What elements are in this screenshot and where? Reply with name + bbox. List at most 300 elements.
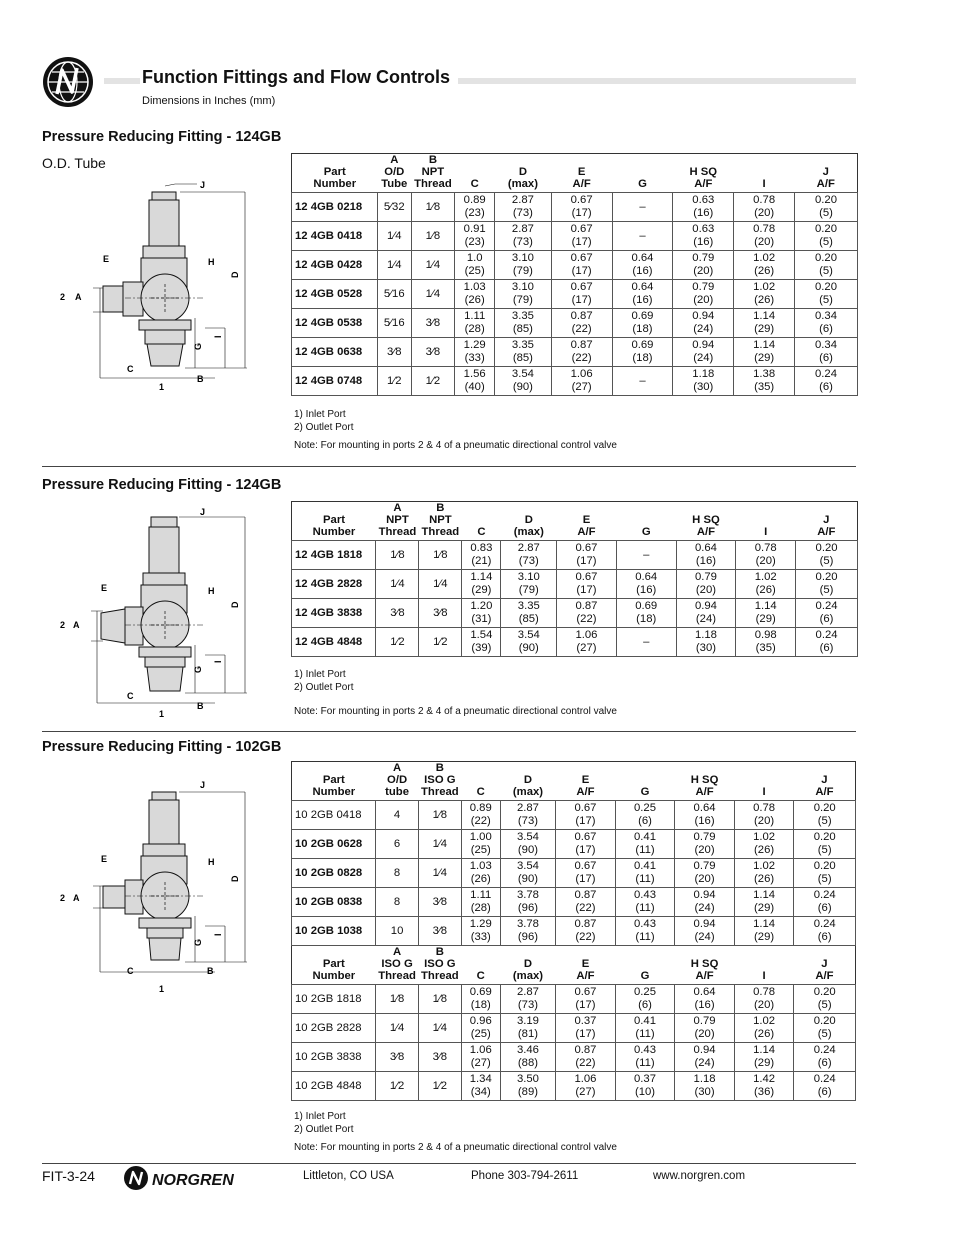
svg-text:E: E bbox=[101, 583, 108, 593]
thread-cell: 8 bbox=[376, 888, 419, 917]
header-cell-text: C bbox=[476, 786, 485, 798]
table-row bbox=[292, 193, 858, 222]
header-cell-text: Number bbox=[313, 178, 357, 190]
dimension-cell: 0.20 (5) bbox=[794, 801, 856, 830]
dimension-cell: 1.34 (34) bbox=[461, 1072, 500, 1101]
dimension-cell: 0.87 (22) bbox=[556, 888, 616, 917]
table-row bbox=[292, 599, 858, 628]
section-title-102gb: Pressure Reducing Fitting - 102GB bbox=[42, 739, 282, 755]
label-i: I bbox=[213, 335, 223, 338]
header-cell-text: Part bbox=[323, 166, 346, 178]
dimension-cell: 1.14 (29) bbox=[734, 1043, 794, 1072]
thread-cell: 1⁄4 bbox=[418, 859, 461, 888]
svg-text:1: 1 bbox=[159, 984, 165, 994]
dimension-cell: 0.25 (6) bbox=[615, 801, 675, 830]
svg-text:A: A bbox=[73, 893, 80, 903]
table-row bbox=[292, 628, 858, 657]
dimension-cell: 0.94 (24) bbox=[675, 888, 735, 917]
footnotes-2: 1) Inlet Port 2) Outlet Port bbox=[294, 669, 354, 693]
header-cell-text: A bbox=[392, 762, 402, 774]
thread-cell: 1⁄2 bbox=[376, 628, 419, 657]
dimension-cell: 1.38 (35) bbox=[734, 367, 795, 396]
dimension-cell: 0.64 (16) bbox=[675, 985, 735, 1014]
table-row bbox=[292, 985, 856, 1014]
thread-cell: 3⁄8 bbox=[418, 917, 461, 946]
dimension-cell: 0.69 (18) bbox=[612, 338, 673, 367]
thread-cell: 3⁄8 bbox=[418, 1043, 461, 1072]
thread-cell: 1⁄2 bbox=[418, 1072, 461, 1101]
dimension-cell: 1.11 (28) bbox=[455, 309, 495, 338]
part-number-cell: 12 4GB 0528 bbox=[292, 280, 378, 309]
dimension-cell: 0.94 (24) bbox=[675, 1043, 735, 1072]
header-cell-text: G bbox=[640, 786, 650, 798]
header-cell-text: Thread bbox=[421, 526, 460, 538]
header-cell-text: A/F bbox=[576, 970, 595, 982]
table-row bbox=[292, 859, 856, 888]
svg-text:I: I bbox=[213, 660, 223, 663]
dimension-cell: 1.11 (28) bbox=[461, 888, 500, 917]
header-cell-text: NPT bbox=[386, 514, 409, 526]
table-row bbox=[292, 1072, 856, 1101]
dimension-cell: 3.54 (90) bbox=[500, 859, 555, 888]
thread-cell: 1⁄8 bbox=[418, 985, 461, 1014]
spec-table-102gb bbox=[291, 761, 856, 1101]
header-cell-text: I bbox=[764, 526, 768, 538]
dimension-cell: 1.18 (30) bbox=[675, 1072, 735, 1101]
label-c: C bbox=[127, 364, 134, 374]
thread-cell: 3⁄8 bbox=[376, 599, 419, 628]
dimension-cell: 0.67 (17) bbox=[551, 193, 612, 222]
header-cell-text: Thread bbox=[421, 786, 459, 798]
header-cell-text: (max) bbox=[512, 786, 544, 798]
fitting-diagram-3 bbox=[55, 776, 255, 994]
dimension-cell: 0.20 (5) bbox=[794, 985, 856, 1014]
dimension-cell: 1.18 (30) bbox=[676, 628, 736, 657]
dimension-cell: 0.87 (22) bbox=[551, 338, 612, 367]
dimension-cell: 0.67 (17) bbox=[556, 859, 616, 888]
svg-text:D: D bbox=[230, 875, 240, 882]
dimension-cell: 0.37 (17) bbox=[556, 1014, 616, 1043]
dimension-cell: 1.14 (29) bbox=[734, 338, 795, 367]
header-cell-text: E bbox=[581, 774, 590, 786]
thread-cell: 1⁄4 bbox=[411, 280, 455, 309]
header-cell-text: A bbox=[392, 946, 402, 958]
dimension-cell: 3.10 (79) bbox=[501, 570, 557, 599]
page-subtitle: Dimensions in Inches (mm) bbox=[142, 95, 276, 107]
dimension-cell: 0.34 (6) bbox=[795, 309, 858, 338]
header-cell-text: A/F bbox=[694, 178, 713, 190]
dimension-cell: 0.67 (17) bbox=[557, 570, 617, 599]
part-number-cell: 10 2GB 2828 bbox=[292, 1014, 376, 1043]
dimension-cell: 0.24 (6) bbox=[796, 599, 858, 628]
thread-cell: 1⁄4 bbox=[378, 222, 412, 251]
dimension-cell: 0.79 (20) bbox=[676, 570, 736, 599]
header-cell-text: A/F bbox=[815, 970, 834, 982]
svg-text:E: E bbox=[101, 854, 108, 864]
header-cell-text: Part bbox=[322, 774, 345, 786]
header-cell-text: B bbox=[435, 762, 444, 774]
table-row bbox=[292, 570, 858, 599]
thread-cell: 1⁄4 bbox=[376, 570, 419, 599]
header-cell-text: J bbox=[821, 774, 828, 786]
header-cell-text: Part bbox=[322, 958, 345, 970]
header-cell-text: H SQ bbox=[690, 958, 719, 970]
dimension-cell: 1.0 (25) bbox=[455, 251, 495, 280]
dimension-cell: 0.69 (18) bbox=[616, 599, 676, 628]
dimension-cell: 0.64 (16) bbox=[675, 801, 735, 830]
page-title: Function Fittings and Flow Controls bbox=[140, 67, 458, 88]
dimension-cell: 1.02 (26) bbox=[734, 830, 794, 859]
header-cell-text: G bbox=[638, 178, 647, 190]
dimension-cell: 3.10 (79) bbox=[495, 251, 552, 280]
dimension-cell: 0.25 (6) bbox=[615, 985, 675, 1014]
table-row bbox=[292, 338, 858, 367]
dimension-cell: 0.67 (17) bbox=[556, 830, 616, 859]
thread-cell: 5⁄16 bbox=[378, 309, 412, 338]
header-cell-text: I bbox=[762, 970, 766, 982]
part-number-cell: 12 4GB 4848 bbox=[292, 628, 376, 657]
footer-location: Littleton, CO USA bbox=[303, 1170, 394, 1182]
norgren-logo bbox=[122, 1164, 262, 1192]
thread-cell: 5⁄16 bbox=[378, 280, 412, 309]
table-row bbox=[292, 917, 856, 946]
dimension-cell: 0.87 (22) bbox=[556, 1043, 616, 1072]
dimension-cell: 3.78 (96) bbox=[500, 917, 555, 946]
part-number-cell: 12 4GB 0748 bbox=[292, 367, 378, 396]
dimension-cell: 0.37 (10) bbox=[615, 1072, 675, 1101]
dimension-cell: 0.43 (11) bbox=[615, 888, 675, 917]
dimension-cell: 0.89 (22) bbox=[461, 801, 500, 830]
dimension-cell: 0.94 (24) bbox=[673, 309, 734, 338]
fitting-diagram-2 bbox=[55, 505, 255, 719]
header-cell-text: Thread bbox=[414, 178, 452, 190]
svg-text:1: 1 bbox=[159, 709, 165, 719]
section-title-124gb-od: Pressure Reducing Fitting - 124GB bbox=[42, 129, 282, 145]
dimension-cell: 1.06 (27) bbox=[557, 628, 617, 657]
label-b: B bbox=[197, 374, 204, 384]
footer-phone: Phone 303-794-2611 bbox=[471, 1170, 579, 1182]
dimension-cell: 1.29 (33) bbox=[455, 338, 495, 367]
part-number-cell: 12 4GB 0428 bbox=[292, 251, 378, 280]
svg-text:I: I bbox=[213, 933, 223, 936]
dimension-cell: 2.87 (73) bbox=[501, 541, 557, 570]
header-cell-text: A/F bbox=[576, 786, 595, 798]
dimension-cell: 3.50 (89) bbox=[500, 1072, 555, 1101]
header-cell-text: Part bbox=[323, 514, 345, 526]
dimension-cell: 0.64 (16) bbox=[612, 251, 673, 280]
table-row bbox=[292, 309, 858, 338]
header-cell-text: Tube bbox=[381, 178, 408, 190]
header-cell-text: D bbox=[523, 958, 533, 970]
dimension-cell: 0.79 (20) bbox=[673, 251, 734, 280]
header-cell-text: (max) bbox=[512, 970, 544, 982]
dimension-cell: 1.03 (26) bbox=[455, 280, 495, 309]
svg-text:C: C bbox=[127, 691, 134, 701]
thread-cell: 1⁄8 bbox=[411, 193, 455, 222]
dimension-cell: 0.69 (18) bbox=[612, 309, 673, 338]
header-cell-text: C bbox=[470, 178, 479, 190]
thread-cell: 1⁄4 bbox=[376, 1014, 419, 1043]
dimension-cell: 3.54 (90) bbox=[501, 628, 557, 657]
dimension-cell: 1.02 (26) bbox=[734, 280, 795, 309]
table-row bbox=[292, 222, 858, 251]
part-number-cell: 10 2GB 1818 bbox=[292, 985, 376, 1014]
dimension-cell: 0.41 (11) bbox=[615, 859, 675, 888]
header-cell-text: Number bbox=[312, 970, 356, 982]
dimension-cell: 1.42 (36) bbox=[734, 1072, 794, 1101]
footnotes-3: 1) Inlet Port 2) Outlet Port bbox=[294, 1111, 354, 1135]
label-g: G bbox=[193, 342, 203, 350]
dimension-cell: 0.24 (6) bbox=[794, 917, 856, 946]
header-cell-text: O/D bbox=[387, 774, 408, 786]
header-cell-text: A bbox=[393, 502, 402, 514]
svg-text:J: J bbox=[200, 507, 206, 517]
part-number-cell: 10 2GB 0418 bbox=[292, 801, 376, 830]
dimension-cell: 0.24 (6) bbox=[794, 1043, 856, 1072]
header-cell-text: D bbox=[518, 166, 527, 178]
part-number-cell: 10 2GB 0838 bbox=[292, 888, 376, 917]
svg-text:2: 2 bbox=[60, 620, 66, 630]
header-cell-text: B bbox=[436, 502, 445, 514]
dimension-cell: 1.02 (26) bbox=[734, 251, 795, 280]
svg-text:C: C bbox=[127, 966, 134, 976]
page-number: FIT-3-24 bbox=[42, 1168, 95, 1184]
dimension-cell: 0.20 (5) bbox=[794, 830, 856, 859]
label-2: 2 bbox=[60, 292, 66, 302]
header-cell-text: Thread bbox=[421, 970, 459, 982]
dimension-cell: 3.46 (88) bbox=[500, 1043, 555, 1072]
header-cell-text: D bbox=[524, 514, 533, 526]
header-cell-text: A/F bbox=[695, 786, 714, 798]
header-cell-text: A/F bbox=[696, 526, 716, 538]
dimension-cell: 0.94 (24) bbox=[675, 917, 735, 946]
dimension-cell: 0.94 (24) bbox=[676, 599, 736, 628]
table-row bbox=[292, 830, 856, 859]
header-cell-text: B bbox=[428, 154, 437, 166]
thread-cell: 8 bbox=[376, 859, 419, 888]
dimension-cell: 1.14 (29) bbox=[736, 599, 796, 628]
header-cell-text: A/F bbox=[572, 178, 591, 190]
part-number-cell: 12 4GB 2828 bbox=[292, 570, 376, 599]
dimension-cell: 0.69 (18) bbox=[461, 985, 500, 1014]
header-cell-text: A/F bbox=[817, 526, 836, 538]
header-cell-text: tube bbox=[385, 786, 409, 798]
dimension-cell: 1.14 (29) bbox=[734, 309, 795, 338]
thread-cell: 1⁄4 bbox=[418, 830, 461, 859]
thread-cell: 1⁄4 bbox=[418, 1014, 461, 1043]
dimension-cell: 0.20 (5) bbox=[794, 859, 856, 888]
thread-cell: 1⁄8 bbox=[418, 801, 461, 830]
spec-table-124gb-od bbox=[291, 153, 858, 396]
dimension-cell: 3.35 (85) bbox=[495, 338, 552, 367]
thread-cell: 5⁄32 bbox=[378, 193, 412, 222]
mounting-note-1: Note: For mounting in ports 2 & 4 of a pneumatic directional control valve bbox=[294, 440, 617, 451]
dimension-cell: 1.06 (27) bbox=[551, 367, 612, 396]
dimension-cell: 0.63 (16) bbox=[673, 193, 734, 222]
dimension-cell: 0.83 (21) bbox=[462, 541, 501, 570]
dimension-cell: 0.43 (11) bbox=[615, 1043, 675, 1072]
dimension-cell: 1.00 (25) bbox=[461, 830, 500, 859]
table-header bbox=[292, 762, 856, 801]
header-cell-text: I bbox=[762, 786, 766, 798]
table-row bbox=[292, 1014, 856, 1043]
thread-cell: 1⁄8 bbox=[376, 985, 419, 1014]
dimension-cell: 0.20 (5) bbox=[796, 541, 858, 570]
table-row bbox=[292, 888, 856, 917]
dimension-cell: 3.10 (79) bbox=[495, 280, 552, 309]
table-row bbox=[292, 801, 856, 830]
table-header bbox=[292, 502, 858, 541]
thread-cell: 1⁄4 bbox=[419, 570, 462, 599]
dimension-cell: 1.29 (33) bbox=[461, 917, 500, 946]
header-cell-text: A/F bbox=[695, 970, 714, 982]
dimension-cell: 0.41 (11) bbox=[615, 830, 675, 859]
header-cell-text: J bbox=[823, 514, 830, 526]
dimension-cell: 0.67 (17) bbox=[557, 541, 617, 570]
table-row bbox=[292, 280, 858, 309]
dimension-cell: 0.24 (6) bbox=[796, 628, 858, 657]
dimension-cell: 0.79 (20) bbox=[673, 280, 734, 309]
header-cell-text: A/F bbox=[816, 178, 835, 190]
mounting-note-2: Note: For mounting in ports 2 & 4 of a pneumatic directional control valve bbox=[294, 706, 617, 717]
dimension-cell: 0.78 (20) bbox=[734, 985, 794, 1014]
dimension-cell: 3.78 (96) bbox=[500, 888, 555, 917]
header-cell-text: Number bbox=[312, 786, 356, 798]
dimension-cell: 0.78 (20) bbox=[734, 222, 795, 251]
dimension-cell: 1.03 (26) bbox=[461, 859, 500, 888]
thread-cell: 3⁄8 bbox=[418, 888, 461, 917]
part-number-cell: 12 4GB 3838 bbox=[292, 599, 376, 628]
thread-cell: 3⁄8 bbox=[378, 338, 412, 367]
dimension-cell: – bbox=[616, 628, 676, 657]
dimension-cell: 1.14 (29) bbox=[734, 888, 794, 917]
header-cell-text: E bbox=[581, 958, 590, 970]
section-divider-1 bbox=[42, 466, 856, 467]
dimension-cell: 0.64 (16) bbox=[612, 280, 673, 309]
dimension-cell: 1.06 (27) bbox=[556, 1072, 616, 1101]
header-cell-text: B bbox=[435, 946, 444, 958]
table-header bbox=[292, 154, 858, 193]
dimension-cell: 0.78 (20) bbox=[734, 801, 794, 830]
dimension-cell: 0.64 (16) bbox=[676, 541, 736, 570]
dimension-cell: 1.20 (31) bbox=[462, 599, 501, 628]
footer-website[interactable]: www.norgren.com bbox=[653, 1170, 746, 1182]
dimension-cell: 0.87 (22) bbox=[557, 599, 617, 628]
thread-cell: 4 bbox=[376, 801, 419, 830]
dimension-cell: – bbox=[612, 367, 673, 396]
header-cell-text: H SQ bbox=[689, 166, 718, 178]
header-cell-text: D bbox=[523, 774, 533, 786]
dimension-cell: 0.89 (23) bbox=[455, 193, 495, 222]
section-title-124gb-npt: Pressure Reducing Fitting - 124GB bbox=[42, 477, 282, 493]
brand-wordmark: NORGREN bbox=[152, 1172, 234, 1189]
dimension-cell: 0.78 (20) bbox=[736, 541, 796, 570]
dimension-cell: 0.96 (25) bbox=[461, 1014, 500, 1043]
norgren-globe-logo bbox=[42, 56, 94, 108]
label-a: A bbox=[75, 292, 82, 302]
od-tube-label: O.D. Tube bbox=[42, 155, 106, 171]
dimension-cell: 0.34 (6) bbox=[795, 338, 858, 367]
thread-cell: 3⁄8 bbox=[411, 338, 455, 367]
label-h: H bbox=[208, 257, 215, 267]
header-cell-text: O/D bbox=[384, 166, 405, 178]
header-cell-text: Thread bbox=[378, 970, 416, 982]
dimension-cell: 2.87 (73) bbox=[495, 222, 552, 251]
dimension-cell: 0.20 (5) bbox=[794, 1014, 856, 1043]
header-cell-text: NPT bbox=[429, 514, 452, 526]
header-cell-text: ISO G bbox=[424, 958, 456, 970]
part-number-cell: 10 2GB 0828 bbox=[292, 859, 376, 888]
header-cell-text: (max) bbox=[513, 526, 544, 538]
dimension-cell: 1.18 (30) bbox=[673, 367, 734, 396]
header-cell-text: I bbox=[762, 178, 766, 190]
label-d: D bbox=[230, 271, 240, 278]
part-number-cell: 12 4GB 0638 bbox=[292, 338, 378, 367]
svg-text:H: H bbox=[208, 586, 215, 596]
header-cell-text: Thread bbox=[378, 526, 417, 538]
dimension-cell: 0.20 (5) bbox=[796, 570, 858, 599]
dimension-cell: 0.20 (5) bbox=[795, 251, 858, 280]
dimension-cell: 2.87 (73) bbox=[500, 985, 555, 1014]
table-header bbox=[292, 946, 856, 985]
header-cell-text: (max) bbox=[507, 178, 538, 190]
label-j: J bbox=[200, 180, 206, 190]
svg-text:B: B bbox=[207, 966, 214, 976]
mounting-note-3: Note: For mounting in ports 2 & 4 of a pneumatic directional control valve bbox=[294, 1142, 617, 1153]
dimension-cell: 0.67 (17) bbox=[551, 280, 612, 309]
thread-cell: 1⁄2 bbox=[376, 1072, 419, 1101]
svg-text:2: 2 bbox=[60, 893, 66, 903]
dimension-cell: 0.67 (17) bbox=[551, 251, 612, 280]
dimension-cell: 1.02 (26) bbox=[734, 859, 794, 888]
dimension-cell: 0.67 (17) bbox=[551, 222, 612, 251]
dimension-cell: 3.19 (81) bbox=[500, 1014, 555, 1043]
header-cell-text: C bbox=[476, 970, 485, 982]
dimension-cell: 1.56 (40) bbox=[455, 367, 495, 396]
thread-cell: 1⁄4 bbox=[378, 251, 412, 280]
fitting-diagram-1 bbox=[55, 178, 255, 392]
dimension-cell: 0.79 (20) bbox=[675, 859, 735, 888]
dimension-cell: 3.54 (90) bbox=[500, 830, 555, 859]
dimension-cell: 1.14 (29) bbox=[462, 570, 501, 599]
dimension-cell: 3.35 (85) bbox=[501, 599, 557, 628]
header-cell-text: J bbox=[822, 166, 829, 178]
part-number-cell: 10 2GB 3838 bbox=[292, 1043, 376, 1072]
svg-text:G: G bbox=[193, 938, 203, 946]
part-number-cell: 12 4GB 0418 bbox=[292, 222, 378, 251]
dimension-cell: 0.20 (5) bbox=[795, 280, 858, 309]
dimension-cell: 0.79 (20) bbox=[675, 830, 735, 859]
header-cell-text: ISO G bbox=[424, 774, 456, 786]
label-1: 1 bbox=[159, 382, 165, 392]
thread-cell: 10 bbox=[376, 917, 419, 946]
dimension-cell: 0.63 (16) bbox=[673, 222, 734, 251]
thread-cell: 1⁄8 bbox=[419, 541, 462, 570]
dimension-cell: 0.24 (6) bbox=[795, 367, 858, 396]
dimension-cell: 0.24 (6) bbox=[794, 1072, 856, 1101]
dimension-cell: 1.54 (39) bbox=[462, 628, 501, 657]
svg-text:G: G bbox=[193, 665, 203, 673]
svg-text:D: D bbox=[230, 601, 240, 608]
dimension-cell: 2.87 (73) bbox=[500, 801, 555, 830]
dimension-cell: – bbox=[612, 193, 673, 222]
label-e: E bbox=[103, 254, 110, 264]
dimension-cell: – bbox=[612, 222, 673, 251]
svg-text:B: B bbox=[197, 701, 204, 711]
thread-cell: 1⁄2 bbox=[419, 628, 462, 657]
dimension-cell: 1.06 (27) bbox=[461, 1043, 500, 1072]
dimension-cell: 3.54 (90) bbox=[495, 367, 552, 396]
